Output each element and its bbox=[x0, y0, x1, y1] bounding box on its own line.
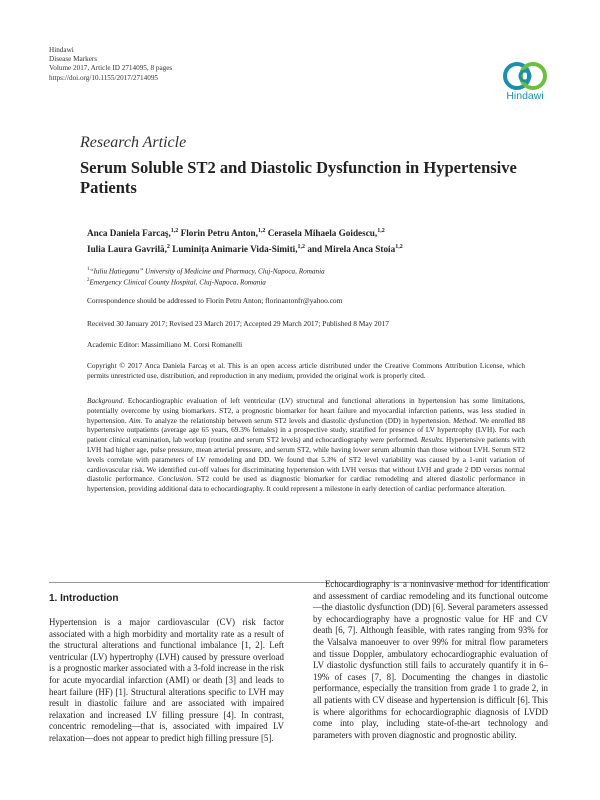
volume-info: Volume 2017, Article ID 2714095, 8 pages bbox=[49, 64, 173, 73]
author-name: Anca Daniela Farcaş, bbox=[87, 228, 171, 239]
author-name: Luminița Animarie Vida-Simiti, bbox=[172, 244, 298, 255]
abstract-background: . Echocardiographic evaluation of left ventricular (LV) structural and functional alterations in hypertension has some limitations, potentially overcome by using biomarkers. ST2, a prognostic biomarker for heart failure and myocardial infarction patients, was less studied in hypertension. bbox=[87, 396, 525, 425]
publication-dates: Received 30 January 2017; Revised 23 March 2017; Accepted 29 March 2017; Published 8 May 2017 bbox=[87, 319, 389, 328]
doi-link[interactable]: https://doi.org/10.1155/2017/2714095 bbox=[49, 73, 159, 82]
abstract-method: . We enrolled 88 hypertensive outpatients (average age 65 years, 69.3% females) in a prospective study, stratified for presence of LV hypertrophy (LVH). For each patient clinical examination, lab workup (routine and serum ST2 levels) and echocardiography were performed. bbox=[87, 415, 525, 445]
affiliation-number: 2 bbox=[87, 278, 90, 284]
abstract-conclusion-label: Conclusion bbox=[157, 474, 192, 484]
author-list bbox=[87, 224, 527, 256]
abstract-aim: . To analyze the relationship between serum ST2 levels and diastolic dysfunction (DD) in hypertension. bbox=[140, 415, 454, 425]
author-affiliation: 1,2 bbox=[257, 228, 266, 234]
author-name: Iulia Laura Gavrilă, bbox=[87, 244, 167, 255]
affiliation-number: 1 bbox=[87, 267, 90, 272]
author-affiliation: 2 bbox=[166, 244, 170, 251]
abstract-results-label: Results bbox=[420, 435, 442, 445]
intro-column-right: Echocardiography is a noninvasive method for identification and assessment of cardiac remodeling and its functional outcome—the diastolic dysfunction (DD) [6]. Several parameters assessed by echocardiography have a prognostic value for HF and CV death [6, 7]. Although feasible, with rates ranging from 93% for the Valsalva manoeuver to over 99% for mitral flow parameters and tissue Doppler, ambulatory echocardiographic evaluation of LV diastolic dysfunction still fails to accurately quantify it in 6–19% of cases [7, 8]. Documenting the changes in diastolic performance, especially the transition from grade 1 to grade 2, in all patients with CV disease and hypertension is difficult [6]. This is where algorithms for echocardiographic diagnosis of LVDD come into play, including state-of-the-art technology and parameters with proven diagnostic and prognostic ability. bbox=[313, 579, 548, 740]
journal-name: Disease Markers bbox=[49, 55, 98, 64]
hindawi-logo-text: Hindawi bbox=[506, 90, 544, 102]
page-title: Serum Soluble ST2 and Diastolic Dysfunction in Hypertensive Patients bbox=[80, 158, 517, 197]
publisher-name: Hindawi bbox=[49, 46, 74, 54]
author-affiliation: 1,2 bbox=[297, 244, 306, 251]
abstract-conclusion: . ST2 could be used as diagnostic biomarker for cardiac remodeling and altered diastolic performance in hypertension, providing additional data to echocardiography. It could represent a milestone in early detection of cardiac performance alteration. bbox=[87, 474, 525, 494]
affiliation-item bbox=[87, 276, 325, 287]
abstract-background-label: Background bbox=[87, 396, 123, 405]
affiliation-text: Emergency Clinical County Hospital, Cluj-Napoca, Romania bbox=[89, 278, 266, 287]
abstract bbox=[87, 396, 525, 494]
author-name: and Mirela Anca Stoia bbox=[307, 244, 396, 255]
abstract-method-label: Method bbox=[453, 415, 476, 425]
affiliation-text: “Iuliu Hatieganu” University of Medicine and Pharmacy, Cluj-Napoca, Romania bbox=[89, 267, 325, 276]
abstract-aim-label: Aim bbox=[128, 415, 141, 425]
section-heading: 1. Introduction bbox=[49, 593, 119, 604]
copyright-notice: Copyright © 2017 Anca Daniela Farcaş et al. This is an open access article distributed under the Creative Commons Attribution License, which permits unrestricted use, distribution, and reproduction in any medium, provided the original work is properly cited. bbox=[87, 361, 525, 380]
journal-meta bbox=[49, 46, 172, 83]
author-name: Florin Petru Anton, bbox=[180, 228, 258, 239]
affiliations bbox=[87, 265, 325, 288]
academic-editor: Academic Editor: Massimiliano M. Corsi Romanelli bbox=[87, 340, 243, 349]
author-affiliation: 1,2 bbox=[377, 228, 385, 234]
affiliation-item bbox=[87, 265, 325, 276]
author-name: Cerasela Mihaela Goidescu, bbox=[267, 228, 378, 239]
article-type: Research Article bbox=[80, 134, 187, 151]
author-affiliation: 1,2 bbox=[395, 244, 403, 251]
correspondence: Correspondence should be addressed to Florin Petru Anton; florinantonfr@yahoo.com bbox=[87, 296, 343, 305]
intro-column-left: Hypertension is a major cardiovascular (CV) risk factor associated with a high morbidity and mortality rate as a result of the structural alterations and functional imbalance [1, 2]. Left ventricular (LV) hypertrophy (LVH) caused by pressure overload is a prognostic marker associated with a 3-fold increase in the risk for acute myocardial infarction (AMI) or death [3] and leads to heart failure (HF) [1]. Structural alterations specific to LVH may result in diastolic failure and are associated with impaired relaxation and increased LV filling pressure [4]. In contrast, concentric remodeling—that is, associated with impaired LV relaxation—does not appear to predict high filling pressure [5]. bbox=[49, 617, 284, 743]
abstract-results: . Hypertensive patients with LVH had higher age, pulse pressure, mean arterial pressure, and serum ST2, while having lower serum albumin than those without LVH. Serum ST2 levels correlate with parameters of LV remodeling and DD. We found that 5.3% of ST2 level variability was caused by a 1-unit variation of cardiovascular risk. We identified cut-off values for discriminating hypertension with LVH versus that without LVH and grade 2 DD versus normal diastolic performance. bbox=[87, 435, 525, 484]
author-affiliation: 1,2 bbox=[170, 228, 179, 234]
